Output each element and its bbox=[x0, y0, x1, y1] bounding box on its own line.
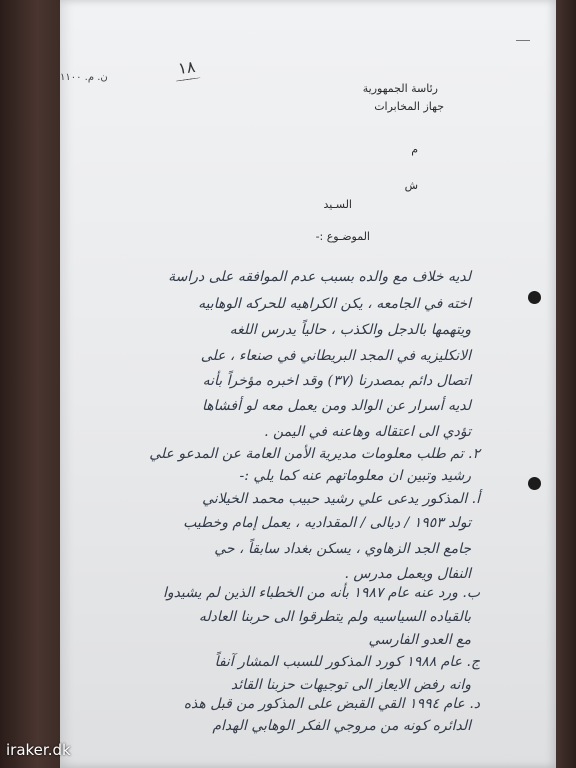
body-line: وانه رفض الايعاز الى توجيهات حزبنا القائد bbox=[230, 677, 471, 693]
body-line: النفال ويعمل مدرس . bbox=[344, 566, 471, 582]
body-line: اتصال دائم بمصدرنا (٣٧) وقد اخبره مؤخراً بأنه bbox=[202, 373, 471, 389]
site-watermark: iraker.dk bbox=[6, 741, 71, 759]
body-line: تؤدي الى اعتقاله وهاعنه في اليمن . bbox=[264, 424, 471, 440]
body-line: د. عام ١٩٩٤ القي القبض على المذكور من قبل هذه bbox=[183, 696, 480, 712]
field-sh: ش bbox=[404, 179, 418, 192]
document-page bbox=[60, 0, 556, 768]
body-line: لديه أسرار عن الوالد ومن يعمل معه لو أفشاها bbox=[201, 398, 471, 414]
page-mark: ١٨ bbox=[176, 56, 197, 79]
body-line: ٢. تم طلب معلومات مديرية الأمن العامة عن المدعو علي bbox=[149, 446, 480, 462]
org-name-line1: رئاسة الجمهورية bbox=[362, 82, 438, 95]
body-line: مع العدو الفارسي bbox=[368, 632, 471, 648]
subject-label: الموضـوع :- bbox=[315, 230, 370, 243]
body-line: الدائره كونه من مروجي الفكر الوهابي الهدام bbox=[212, 718, 471, 734]
body-line: ب. ورد عنه عام ١٩٨٧ بأنه من الخطباء الذين لم يشيدوا bbox=[162, 585, 480, 601]
binder-hole-bottom bbox=[528, 477, 541, 490]
body-line: بالقياده السياسيه ولم يتطرقوا الى حربنا العادله bbox=[198, 609, 471, 625]
body-line: اخته في الجامعه ، يكن الكراهيه للحركه الوهابيه bbox=[198, 296, 471, 312]
background-left bbox=[0, 0, 62, 768]
body-line: لديه خلاف مع والده بسبب عدم الموافقه على دراسة bbox=[168, 269, 471, 285]
reference-number: ن. م. ١١٠٠ bbox=[60, 72, 108, 83]
body-line: ويتهمها بالدجل والكذب ، حالياً يدرس اللغه bbox=[229, 322, 471, 338]
top-dash bbox=[516, 40, 530, 41]
body-line: تولد ١٩٥٣ / ديالى / المقداديه ، يعمل إمام وخطيب bbox=[183, 515, 471, 531]
binder-hole-top bbox=[528, 291, 541, 304]
addressee-label: السـيد bbox=[323, 198, 352, 211]
body-line: جامع الجد الزهاوي ، يسكن بغداد سابقاً ، حي bbox=[214, 541, 471, 557]
body-line: الانكليزيه في المجد البريطاني في صنعاء ، على bbox=[200, 348, 471, 364]
org-name-line2: جهاز المخابرات bbox=[374, 100, 444, 113]
field-m: م bbox=[411, 143, 418, 156]
body-line: رشيد وتبين ان معلوماتهم عنه كما يلي :- bbox=[239, 468, 471, 484]
body-line: أ. المذكور يدعى علي رشيد حبيب محمد الخيلاني bbox=[202, 491, 480, 507]
body-line: ج. عام ١٩٨٨ كورد المذكور للسبب المشار آنفاً bbox=[214, 654, 480, 670]
